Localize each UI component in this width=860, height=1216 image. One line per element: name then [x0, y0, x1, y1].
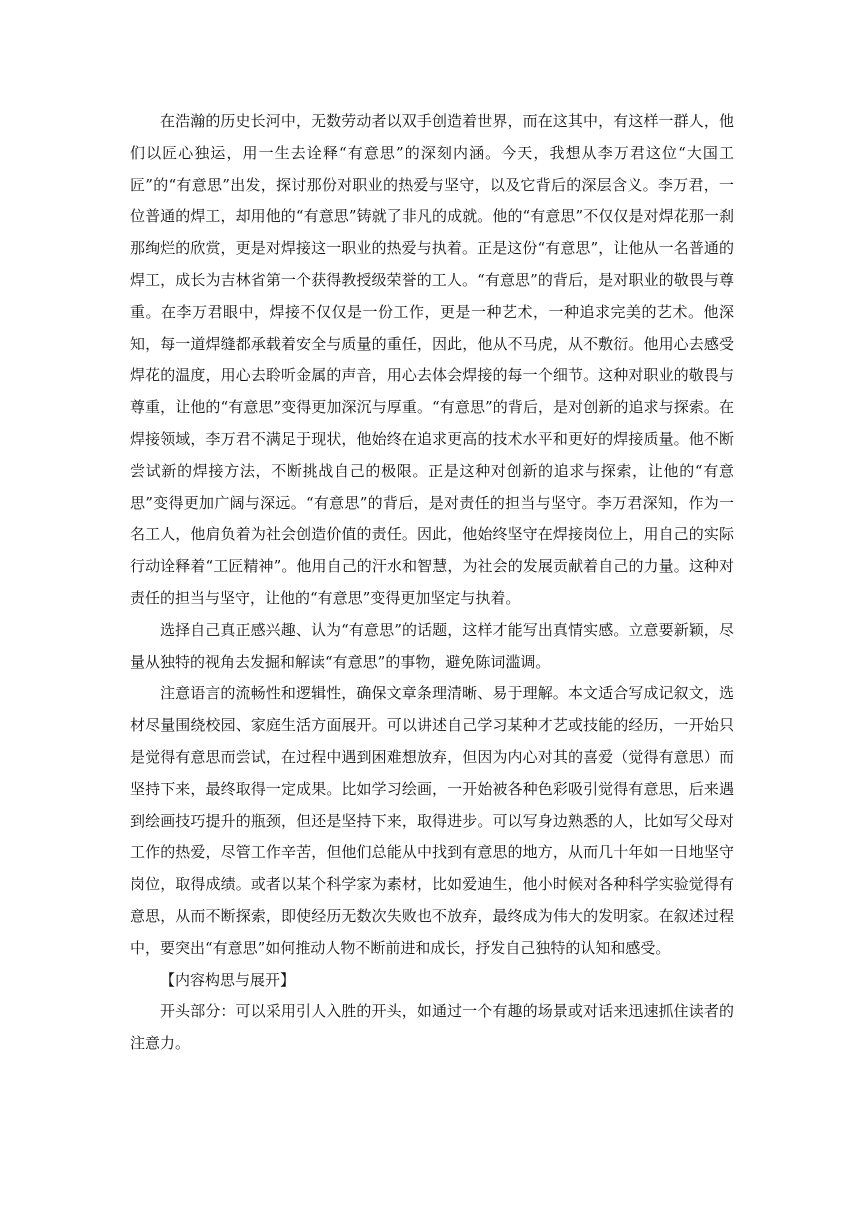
section-heading-content-planning: 【内容构思与展开】: [160, 970, 296, 989]
paragraph-li-wanjun: 在浩瀚的历史长河中，无数劳动者以双手创造着世界，而在这其中，有这样一群人，他们以匠心独运，用一生去诠释“有意思”的深刻内涵。今天，我想从李万君这位“大国工匠”的“有意思”出发，探讨那份对职业的热爱与坚守，以及它背后的深层含义。李万君，一位普通的焊工，却用他的“有意思”铸就了非凡的成就。他的“有意思”不仅仅是对焊花那一刹那绚烂的欣赏，更是对焊接这一职业的热爱与执着。正是这份“有意思”，让他从一名普通的焊工，成长为吉林省第一个获得教授级荣誉的工人。“有意思”的背后，是对职业的敬畏与尊重。在李万君眼中，焊接不仅仅是一份工作，更是一种艺术，一种追求完美的艺术。他深知，每一道焊缝都承载着安全与质量的重任，因此，他从不马虎，从不敷衍。他用心去感受焊花的温度，用心去聆听金属的声音，用心去体会焊接的每一个细节。这种对职业的敬畏与尊重，让他的“有意思”变得更加深沉与厚重。“有意思”的背后，是对创新的追求与探索。在焊接领域，李万君不满足于现状，他始终在追求更高的技术水平和更好的焊接质量。他不断尝试新的焊接方法，不断挑战自己的极限。正是这种对创新的追求与探索，让他的“有意思”变得更加广阔与深远。“有意思”的背后，是对责任的担当与坚守。李万君深知，作为一名工人，他肩负着为社会创造价值的责任。因此，他始终坚守在焊接岗位上，用自己的实际行动诠释着“工匠精神”。他用自己的汗水和智慧，为社会的发展贡献着自己的力量。这种对责任的担当与坚守，让他的“有意思”变得更加坚定与执着。: [130, 112, 734, 607]
paragraph-opening: 开头部分：可以采用引人入胜的开头，如通过一个有趣的场景或对话来迅速抓住读者的注意力。: [130, 1002, 734, 1053]
document-body: [130, 106, 734, 1060]
paragraph-language-and-material: 注意语言的流畅性和逻辑性，确保文章条理清晰、易于理解。本文适合写成记叙文，选材尽量围绕校园、家庭生活方面展开。可以讲述自己学习某种才艺或技能的经历，一开始只是觉得有意思而尝试，在过程中遇到困难想放弃，但因为内心对其的喜爱（觉得有意思）而坚持下来，最终取得一定成果。比如学习绘画，一开始被各种色彩吸引觉得有意思，后来遇到绘画技巧提升的瓶颈，但还是坚持下来，取得进步。可以写身边熟悉的人，比如写父母对工作的热爱，尽管工作辛苦，但他们总能从中找到有意思的地方，从而几十年如一日地坚守岗位，取得成绩。或者以某个科学家为素材，比如爱迪生，他小时候对各种科学实验觉得有意思，从而不断探索，即使经历无数次失败也不放弃，最终成为伟大的发明家。在叙述过程中，要突出“有意思”如何推动人物不断前进和成长，抒发自己独特的认知和感受。: [130, 684, 734, 957]
paragraph-topic-choice: 选择自己真正感兴趣、认为“有意思”的话题，这样才能写出真情实感。立意要新颖，尽量从独特的视角去发掘和解读“有意思”的事物，避免陈词滥调。: [130, 620, 734, 671]
